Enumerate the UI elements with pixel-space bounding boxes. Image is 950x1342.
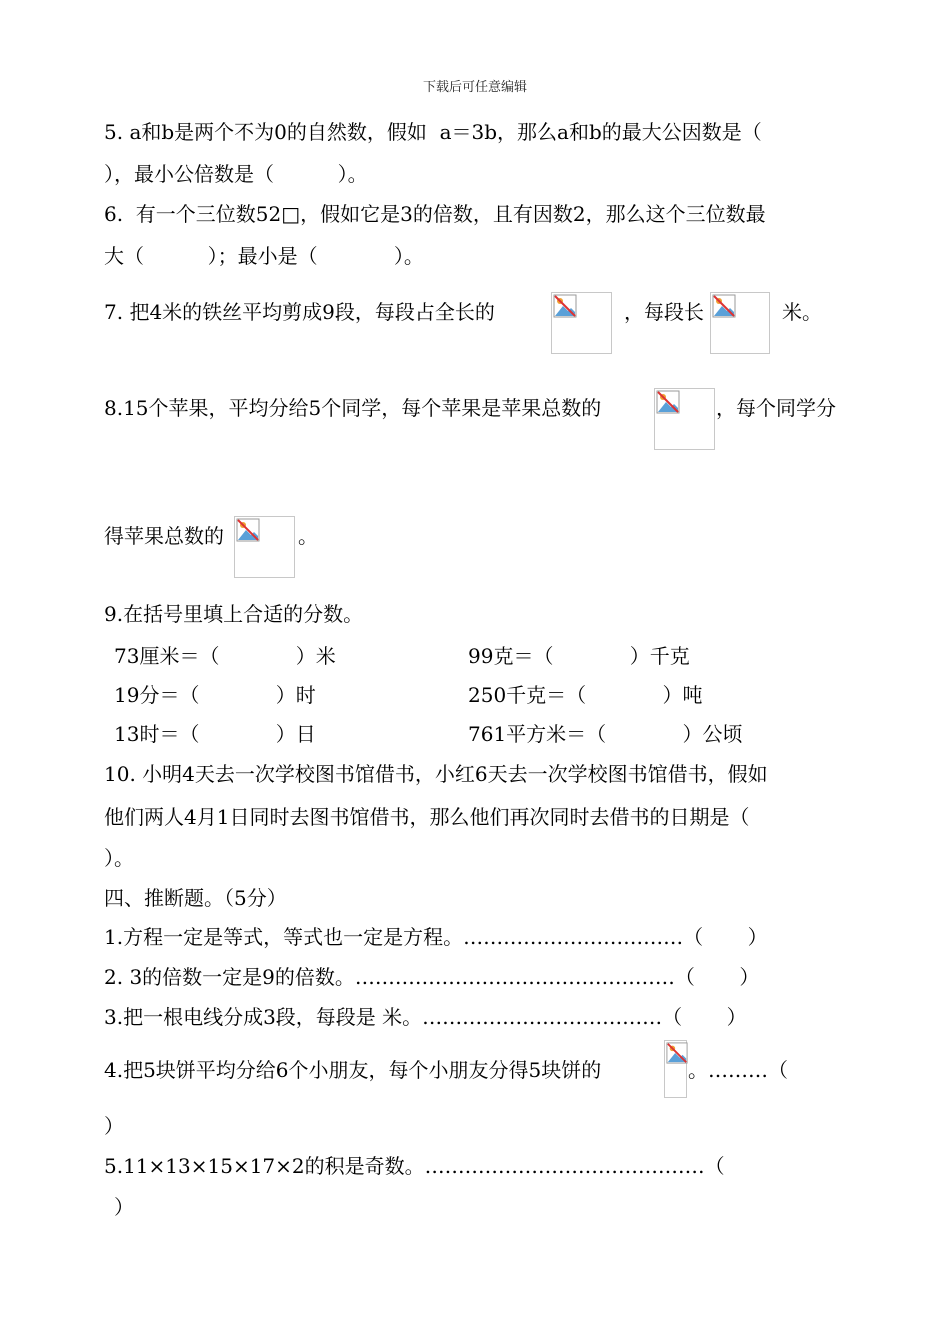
broken-image-icon	[664, 1040, 687, 1098]
q10-line1: 10. 小明4天去一次学校图书馆借书，小红6天去一次学校图书馆借书，假如	[104, 762, 768, 786]
image-placeholder-icon	[656, 390, 680, 414]
q8-text4: 。	[298, 524, 318, 548]
image-placeholder-icon	[553, 294, 577, 318]
judge-1: 1.方程一定是等式，等式也一定是方程。……………………………（ ）	[104, 925, 768, 949]
judge-4-text1: 4.把5块饼平均分给6个小朋友，每个小朋友分得5块饼的	[104, 1058, 602, 1082]
q8-text3: 得苹果总数的	[104, 524, 224, 548]
q5-line1: 5. a和b是两个不为0的自然数，假如 a＝3b，那么a和b的最大公因数是（	[104, 120, 762, 144]
judge-3: 3.把一根电线分成3段，每段是 米。………………………………（ ）	[104, 1005, 747, 1029]
q7-text2: ，每段长	[624, 300, 704, 324]
q9-row1-left: 73厘米＝（ ）米	[114, 644, 336, 668]
broken-image-icon	[234, 516, 295, 578]
q9-row3-right: 761平方米＝（ ）公顷	[468, 722, 743, 746]
page-header: 下载后可任意编辑	[422, 80, 527, 95]
image-placeholder-icon	[666, 1042, 688, 1064]
broken-image-icon	[654, 388, 715, 450]
image-placeholder-icon	[236, 518, 260, 542]
q7-text3: 米。	[782, 300, 822, 324]
section-4-title: 四、推断题。（5分）	[104, 886, 287, 910]
q9-title: 9.在括号里填上合适的分数。	[104, 602, 364, 626]
judge-5-text2: ）	[114, 1195, 134, 1219]
broken-image-icon	[710, 292, 770, 354]
q6-line2: 大（ ）；最小是（ ）。	[104, 244, 424, 268]
judge-4-text2: 。………（	[688, 1058, 788, 1082]
judge-2: 2. 3的倍数一定是9的倍数。…………………………………………（ ）	[104, 965, 760, 989]
q5-line2: ），最小公倍数是（ ）。	[104, 162, 368, 186]
q10-line3: ）。	[104, 846, 134, 870]
q7-text1: 7. 把4米的铁丝平均剪成9段，每段占全长的	[104, 300, 495, 324]
q9-row2-right: 250千克＝（ ）吨	[468, 683, 703, 707]
q9-row2-left: 19分＝（ ）时	[114, 683, 316, 707]
q8-text2: ，每个同学分	[716, 396, 836, 420]
image-placeholder-icon	[712, 294, 736, 318]
q10-line2: 他们两人4月1日同时去图书馆借书，那么他们再次同时去借书的日期是（	[104, 805, 750, 829]
broken-image-icon	[551, 292, 612, 354]
judge-5-text1: 5.11×13×15×17×2的积是奇数。……………………………………（	[104, 1154, 725, 1178]
q9-row1-right: 99克＝（ ）千克	[468, 644, 690, 668]
judge-4-text3: ）	[104, 1114, 124, 1138]
q8-text1: 8.15个苹果，平均分给5个同学，每个苹果是苹果总数的	[104, 396, 602, 420]
q9-row3-left: 13时＝（ ）日	[114, 722, 316, 746]
q6-line1: 6. 有一个三位数52□，假如它是3的倍数，且有因数2，那么这个三位数最	[104, 202, 766, 226]
